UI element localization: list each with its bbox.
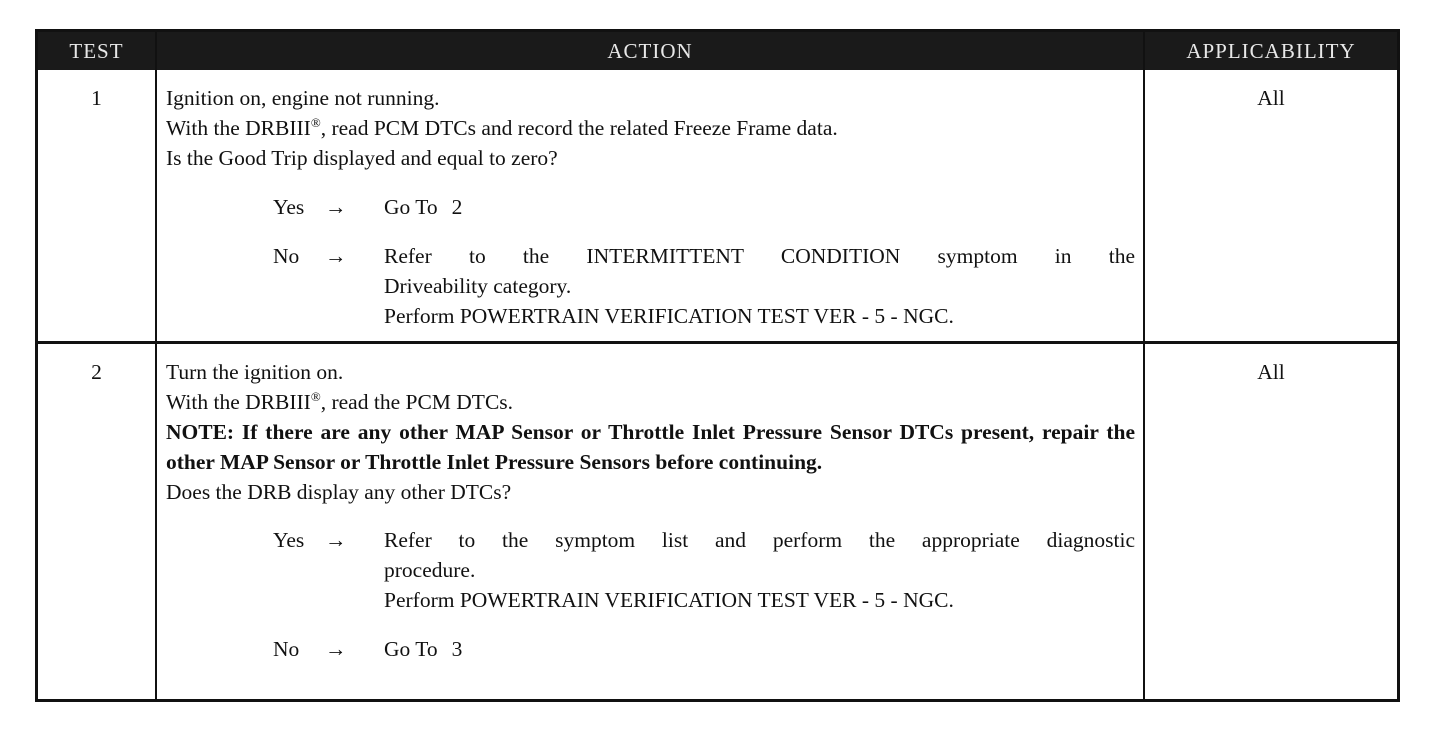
result-line: procedure. [384, 558, 476, 582]
action-step: Ignition on, engine not running. [166, 86, 440, 110]
table-row [38, 343, 1397, 700]
header-test: TEST [38, 32, 156, 70]
registered-mark: ® [310, 389, 321, 404]
action-cell [156, 343, 1144, 700]
no-result [384, 634, 1135, 664]
action-step-text: With the DRBIII [166, 390, 311, 414]
diagnostic-table-frame [35, 29, 1400, 702]
action-question: Does the DRB display any other DTCs? [166, 480, 512, 504]
yes-result [384, 525, 1135, 615]
action-step [166, 387, 1135, 417]
action-step-text: , read the PCM DTCs. [320, 390, 514, 414]
yes-branch [273, 192, 1135, 222]
goto-number: 3 [451, 637, 463, 661]
result-line: Perform POWERTRAIN VERIFICATION TEST VER - 5 - NGC. [384, 304, 954, 328]
action-cell [156, 70, 1144, 343]
table-header-row [38, 32, 1397, 70]
arrow-right-icon: → [325, 244, 347, 268]
header-action: ACTION [156, 32, 1144, 70]
diagnostic-table [38, 32, 1397, 699]
arrow-right-icon: → [325, 637, 347, 661]
action-step-text: , read PCM DTCs and record the related Freeze Frame data. [320, 116, 838, 140]
no-result [384, 241, 1135, 331]
arrow-right-icon: → [325, 528, 347, 552]
applicability-value: All [1144, 343, 1397, 700]
yes-branch [273, 525, 1135, 615]
goto-label: Go To [384, 637, 438, 661]
goto-number: 2 [451, 195, 463, 219]
action-step: Turn the ignition on. [166, 360, 344, 384]
yes-label: Yes [273, 195, 305, 219]
no-label: No [273, 244, 300, 268]
table-row [38, 70, 1397, 343]
result-line: Driveability category. [384, 274, 572, 298]
applicability-value: All [1144, 70, 1397, 343]
result-line: Refer to the symptom list and perform the appropriate diagnostic [384, 528, 1135, 552]
action-question: Is the Good Trip displayed and equal to zero? [166, 146, 558, 170]
yes-label: Yes [273, 528, 305, 552]
test-number: 1 [91, 86, 102, 110]
header-applicability: APPLICABILITY [1144, 32, 1397, 70]
yes-result [384, 192, 1135, 222]
result-line: Refer to the INTERMITTENT CONDITION symptom in the [384, 244, 1135, 268]
no-branch [273, 634, 1135, 664]
registered-mark: ® [310, 115, 321, 130]
action-step [166, 113, 1135, 143]
no-branch [273, 241, 1135, 331]
note-text: NOTE: If there are any other MAP Sensor or Throttle Inlet Pressure Sensor DTCs present, repair the other MAP Sensor or Throttle Inlet Pressure Sensors before continuing. [166, 420, 1135, 474]
result-line: Perform POWERTRAIN VERIFICATION TEST VER - 5 - NGC. [384, 588, 954, 612]
goto-label: Go To [384, 195, 438, 219]
action-step-text: With the DRBIII [166, 116, 311, 140]
no-label: No [273, 637, 300, 661]
arrow-right-icon: → [325, 195, 347, 219]
test-number: 2 [38, 343, 156, 700]
